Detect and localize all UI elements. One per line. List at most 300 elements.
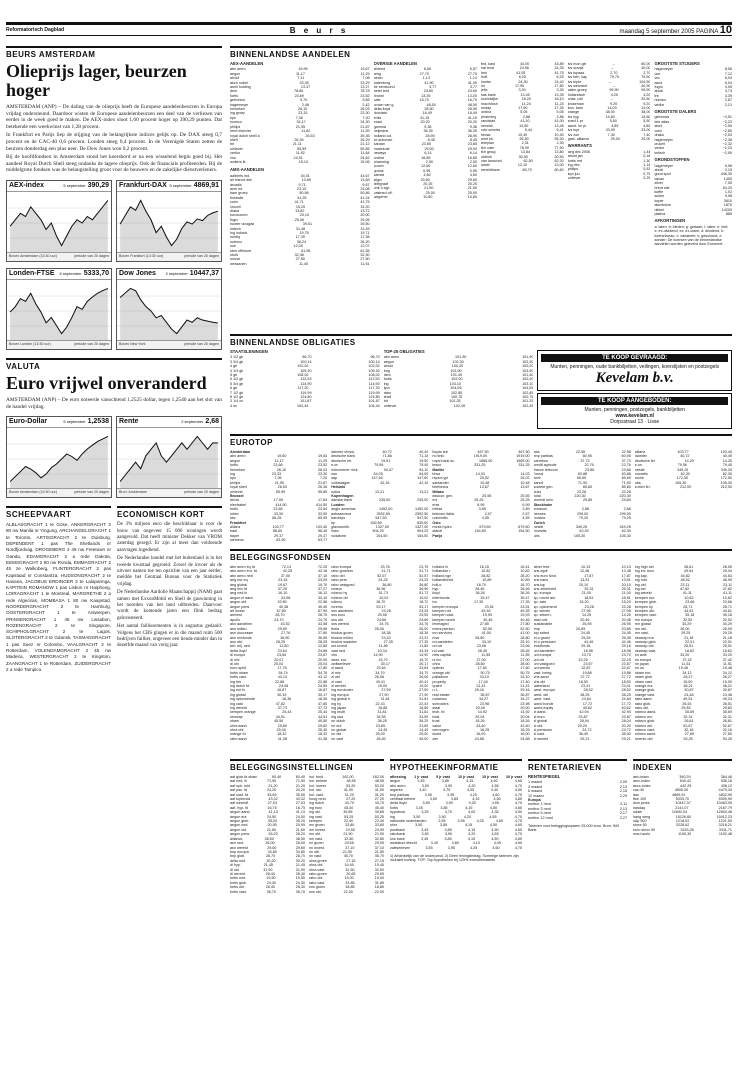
list-item: hagemeyer −2,38: [654, 137, 732, 142]
list-item: ing dutch 43,70 43,70: [309, 801, 384, 806]
paragraph: Het aantal faillissementen is in augustus gedaald. Volgens het CBS gingen er in die maand ruim 500 bedrijven failliet, ongeveer een tiende minder dan in dezelfde maand van vorig jaar.: [117, 624, 222, 649]
list-item: euribor 1 mnd 2,11: [528, 802, 627, 807]
list-item: hal trust 24,56 24,35: [481, 66, 564, 71]
list-item: tesco 331,25 331,25: [432, 463, 530, 468]
list-item: vnu 6,94: [654, 76, 732, 81]
list-item: zl wereld 29,21 29,21: [533, 736, 631, 741]
list-item: robeco aand. 35,69 35,69: [634, 710, 732, 715]
list-item: mn groen 33,80 33,80: [309, 823, 384, 828]
list-item: hunter douglas 39,51 39,50: [230, 222, 370, 227]
list-item: sp. azie 15,20 15,20: [533, 600, 631, 605]
list-item: 5 3/4 gb 114,90 114,90: [230, 381, 380, 386]
list-item: fortis obl. 26,40 26,40: [230, 885, 305, 890]
list-item: nd vast 28,45 28,45: [432, 648, 530, 653]
list-item: hagemeyer 8,56: [654, 67, 732, 72]
list-item: abn amro eq fd 72,13 72,25: [230, 565, 328, 569]
ad-box: TE KOOP GEVRAAGD: Munten, penningen, oude bankbiljetten, veilingen, koerslijsten en postzegels Kevelam b.v.: [537, 350, 732, 391]
list-item: mvs 28,80 28,80: [432, 635, 530, 640]
list-item: rabo 102,85 102,85: [383, 390, 534, 395]
list-item: sp. wereld 27,95 27,95: [533, 609, 631, 614]
fondsen-grid: [230, 565, 732, 755]
list-item: robeco hy 51,73 51,73: [331, 591, 429, 596]
aex-list: AEX-AANDELEN abn amro 19,99 19,67 aegon 11,17 11,29 ahold 7,11 7,08 akzo nobel 33,35 33,29 asml holding 13,37 13,27 dsm 78,86 78,78 fortis 23,69 23,52 getronics 9,70 9,65 hagemeyer 2,46 2,42 heineken 26,10 26,03 ing groep 23,33 23,30 kpn 7,36 7,20 numico 34,17 34,30 philips 21,95 21,87 reed elsevier 11,62 11,59 royal dutch shell a 26,53 26,36 shell 26,35 26,29 tnt 21,11 21,12 unilever 55,99 55,85 vedior 11,92 11,64 vnu 24,91 24,62 wolters kl. 15,10 15,06 AMX-AANDELEN aalberts ind. 44,01 43,67 air france-klm 13,69 13,69 arcadis 9,71 9,67 asm int. 23,10 23,08 bam groep 50,98 50,86 boskalis 41,25 41,24 corio 41,71 41,75 crucell 15,20 15,20 draka 13,82 13,72 eurocomm. 20,10 20,00 fugro 25,06 25,05 hunter douglas 39,51 39,50 imtech 31,48 31,49 ing industr. 19,75 19,71 mediq 17,39 17,38 nutreco 36,24 36,20 oce 12,05 12,07 sbm offshore 61,55 61,55 stork 32,46 32,30 univar 27,50 27,50 wessanen 11,40 11,51: [230, 62, 370, 266]
list-item: aegon 102,30 102,30: [383, 359, 534, 364]
table-row: ohra 3,50 3,85 4,15 4,50 4,65: [390, 823, 522, 828]
list-item: vast ned 43,34 43,34: [331, 648, 429, 653]
list-item: ing euro 45,40 45,40: [309, 805, 384, 810]
list-item: robeco eur. 32,31 32,31: [634, 714, 732, 719]
bottom-articles: [6, 506, 222, 673]
more-list: [481, 62, 564, 330]
list-item: rolinco aand. 27,69 27,69: [634, 732, 732, 737]
list-item: rabo obl 52,57 52,57: [331, 573, 429, 578]
list-item: statoil 154,50 154,50: [432, 529, 530, 534]
list-item: aaf topfonds 43,32 43,32: [230, 797, 305, 802]
list-item: euro stoxx 50 3333,28 3311,71: [633, 827, 732, 832]
list-item: sns egdf 12,48 12,48: [533, 569, 631, 574]
list-item: total 220,30 220,30: [533, 494, 631, 499]
table-row: zwitserleven 3,55 3,95 4,25 4,60 4,75: [390, 845, 522, 850]
list-item: theta 26,00 26,00: [331, 626, 429, 631]
scheepvaart-column: [6, 506, 111, 673]
list-item: eriks 41,15 41,15: [373, 115, 477, 120]
table-row: abn amro 3,50 3,90 4,20 4,55 4,70: [390, 783, 522, 788]
list-item: ing 103,10 103,10: [383, 381, 534, 386]
fondsen-col-3: [432, 565, 529, 755]
list-item: Brussel: [230, 494, 244, 499]
list-item: aeg ned fd 16,10 16,12: [230, 591, 328, 596]
list-item: kempen orange 25,44 25,44: [230, 710, 328, 715]
list-item: dow jones 10447,37 10463,05: [633, 801, 732, 806]
list-item: asn wereld 29,60 29,60: [230, 845, 305, 850]
list-item: nn japan 11,51 11,51: [634, 661, 732, 666]
list-item: inbev 33,30 33,50: [230, 511, 328, 516]
list-item: sns top 20,10 20,10: [533, 582, 631, 587]
list-item: kempen obl 49,35 49,35: [432, 609, 530, 614]
list-item: santander 10,48 10,48: [432, 480, 530, 485]
list-item: axa 22,56 22,56: [533, 450, 631, 454]
list-item: newcap obl. 25,51 25,51: [634, 644, 732, 649]
list-item: 4 ov 104,44 104,44: [230, 403, 380, 408]
list-item: vivendi univ. 25,80 25,80: [533, 498, 631, 503]
chart-title: Frankfurt-DAX: [119, 181, 167, 189]
list-item: asml holding 13,37 13,27: [230, 85, 370, 90]
list-item: hoog rend. 27,20 27,20: [309, 797, 384, 802]
list-item: macintosh 11,24 11,24: [481, 101, 564, 106]
list-item: heineken 26,10 26,03: [230, 467, 328, 472]
list-item: glaxosmith. 1327,00 1327,00: [331, 524, 429, 529]
list-item: ing obl. 23,11 23,11: [634, 582, 732, 587]
list-item: value 43,40 43,40: [432, 723, 530, 728]
list-item: euro spirit 17,75 17,80: [230, 666, 328, 671]
list-item: nn dutch 36,25 36,25: [331, 719, 429, 724]
list-item: Milaan: [432, 489, 444, 494]
list-item: aex-index 390,29 384,46: [633, 775, 732, 779]
chart-dow: Dow Jones 2 september 10447,37 Boven New York periode van 20 dagen: [116, 268, 222, 350]
list-item: norsk hydro 679,50 679,50: [432, 524, 530, 529]
headline-euro: Euro vrijwel onveranderd: [6, 372, 207, 393]
list-item: obam eur. 34,12 34,12: [634, 670, 732, 675]
list-item: ing ber 22,88 22,88: [230, 679, 328, 684]
list-item: chas. pfd – 92,60: [567, 97, 651, 102]
list-item: dexia 17,55 17,64: [230, 498, 328, 503]
list-item: hollandfonds 10,89 10,89: [432, 578, 530, 583]
list-item: amg 27,70 27,70: [373, 71, 477, 76]
list-item: mn global 30,29 30,29: [634, 622, 732, 627]
list-item: arcadis 9,71 9,67: [230, 182, 370, 187]
list-item: dl obl. 31,90 31,90: [230, 867, 305, 872]
paragraph: AMSTERDAM (ANP) – De daling van de olieprijs heeft de Europese aandelenbeurzen in Europa vrijdag ondersteund. Daardoor wisten de Europese aandelenbeurzen een deel van de verliezen van eerder in de week goed te maken. De AEX-index sloot 1,60 procent hoger op 390,29 punten. Dat betekende een weekwinst van 1,28 procent.: [6, 104, 222, 130]
list-item: ubs 105,30 105,30: [533, 533, 631, 538]
list-item: bever 1,13 1,13: [373, 76, 477, 81]
list-item: ivs 17,35 17,35: [432, 600, 530, 605]
list-item: telefonica 13,67 13,67: [432, 485, 530, 490]
list-item: kpn jun 0,75: [567, 171, 651, 176]
list-item: hagemeyer 0,96: [654, 163, 732, 168]
list-item: volkswagen 42,16 42,16: [331, 480, 429, 485]
list-item: lvmh 65,69 65,69: [533, 476, 631, 481]
list-item: be semicond. 3,77 3,77: [373, 85, 477, 90]
list-item: societe gen. 85,60 85,60: [533, 485, 631, 490]
section-beurs-amsterdam: BEURS AMSTERDAM: [6, 46, 222, 59]
fondsen-col-1: [230, 565, 327, 755]
list-item: koninklijke 18,20 18,10: [481, 97, 564, 102]
list-item: ascx-index 442,25 438,12: [633, 783, 732, 788]
chart-ftse: Londen-FTSE 5 september 5333,70 Boven Londen (13:30 uur) periode van 20 dagen: [6, 268, 112, 350]
list-item: Helsinki: [331, 485, 346, 490]
list-item: ing opkomende 18,36 18,36: [230, 697, 328, 702]
list-item: nestle 349,25 349,25: [634, 467, 732, 472]
list-item: ahold 7,11 7,08: [230, 76, 370, 81]
list-item: ing usa 34,55 34,55: [331, 714, 429, 719]
list-item: mediq 17,39 17,38: [230, 235, 370, 240]
list-item: wereldhave 80,70 80,60: [481, 167, 564, 172]
list-item: vnu 24,91 24,62: [230, 155, 370, 160]
list-item: euribor 6 mnd 2,17: [528, 811, 627, 816]
list-item: fortis glob. 24,30 24,30: [230, 880, 305, 885]
list-item: univar 27,50 27,50: [230, 257, 370, 262]
list-item: aaf wereldf. 27,03 27,03: [230, 801, 305, 806]
list-item: zl obl 26,06 26,06: [331, 675, 429, 680]
list-item: corio 41,71 41,75: [230, 200, 370, 205]
table-row: rabobank 3,50 3,90 4,20 4,55 4,70: [390, 832, 522, 837]
stijgers-dalers-list: GROOTSTE STIJGERS hagemeyer 8,56 oce 7,12 vnu 6,94 asml 6,04 fugro 4,05 ahold 3,74 tnt 3,39 numico 2,87 vedior 2,21 GROOTSTE DALERS getronics −4,51 tele atlas −3,23 stork −2,94 corio −2,80 draka −2,53 hagemeyer −2,38 crucell −2,32 vedior −2,23 imtech −2,09 GRONDSTOFFEN hagemeyer 0,96 ahold 2,15 goud spot 446,30 cacao 1450 zilver 7,05 brent olie 64,20 koffie 1,02 suiker 9,98 koper 3810 aluminium 1870 nikkel 14200 platina 885 AFKORTINGEN a: laten; b: bieden; g: gedaan; l: laten; n: niet; e: ex-dividend; ex: ex-claim; d: dividend; k: koersniveau; v: variabele; s: geschorst; z: zonder; De koersen van de binnenlandse aandelen worden geleverd door Euronext.: [654, 62, 732, 247]
list-item: Londen: [331, 502, 345, 507]
list-item: nl inv. 27,00 27,00: [432, 657, 530, 662]
list-item: sns aandelen 23,28 23,28: [331, 609, 429, 614]
list-item: bayer 29,37 29,37: [230, 533, 328, 538]
list-item: world equity 40,62 40,62: [533, 706, 631, 710]
list-item: hyp. 28,46 28,46: [432, 587, 530, 592]
rente-block: RENTETARIEVEN RENTESPIEGEL 1 maand 2,09 3 maand 2,13 6 maand 2,18 12 maand 2,29 Europa euribor 1 mnd 2,11 euribor 3 mnd 2,13 euribor 6 mnd 2,17 euribor 12 mnd 2,27 Tarieven voor beleggingssparen 25.000 euro. Bron: ING Bank: [528, 759, 627, 979]
list-item: mn vast. 32,80 32,80: [309, 836, 384, 841]
list-item: reed elsevier 11,62 11,59: [230, 129, 370, 134]
list-item: rwe 54,05 54,05: [331, 472, 429, 477]
list-item: barclays 547,50 547,50: [331, 516, 429, 521]
list-item: credit agricole 22,76 22,76: [533, 463, 631, 468]
list-item: hennes 299,00 299,00: [533, 511, 631, 516]
series-area: [120, 200, 218, 253]
list-item: koper 3810: [654, 198, 732, 203]
list-item: qurius 0,95 0,95: [373, 168, 477, 173]
series-area: [10, 200, 108, 253]
list-item: aegon 11,17 11,29: [230, 71, 370, 76]
list-item: newcap vast. 18,62 18,62: [634, 648, 732, 653]
list-item: vedior 2,21: [654, 102, 732, 107]
list-item: waterland 23,41 23,41: [533, 683, 631, 688]
list-item: rabo vast. 31,85 31,85: [309, 880, 384, 885]
list-item: nikkel 14200: [654, 207, 732, 212]
chart-row-3: [6, 416, 222, 498]
list-item: kempen obl. 44,61 44,61: [634, 609, 732, 614]
list-item: siemens 63,90 63,77: [230, 538, 328, 543]
list-item: roche 172,50 172,50: [634, 476, 732, 481]
list-item: stork −2,94: [654, 124, 732, 129]
list-item: zl wereld 19,00 19,00: [331, 683, 429, 688]
list-item: ivs hyp 14,60 14,60: [567, 114, 651, 119]
list-item: stoxx 50 3228,62 3218,21: [633, 823, 732, 828]
list-item: ivs mon gel – 60,00: [567, 62, 651, 66]
list-item: deutsche tel. 19,51 19,50: [331, 458, 429, 463]
section-binnenlandse-aandelen: BINNENLANDSE AANDELEN: [230, 46, 732, 59]
list-item: ing groep 23,33 23,30: [230, 111, 370, 116]
list-item: ing global 30,15 30,17: [230, 692, 328, 697]
list-item: trustfonds 29,16 29,16: [533, 644, 631, 649]
list-item: nedap 17,50 17,35: [481, 106, 564, 111]
list-item: ing multi 31,81 31,81: [331, 710, 429, 715]
list-item: fortis vast. 36,70 36,70: [230, 889, 305, 894]
list-item: ahold 2,15: [654, 167, 732, 172]
list-item: delta lloyd 24,64 24,66: [230, 648, 328, 653]
list-item: docdata 18,49 18,49: [373, 111, 477, 116]
section-economisch-kort: ECONOMISCH KORT: [117, 506, 222, 519]
list-item: zwitserleven 30,17 30,17: [331, 661, 429, 666]
list-item: draka −2,53: [654, 133, 732, 138]
list-item: bel. mij. ned 12,80 12,80: [230, 644, 328, 649]
list-item: zl aand 23,64 23,64: [331, 666, 429, 671]
list-item: wolters kl. 15,10 15,06: [230, 159, 370, 164]
list-item: ing mid. 46,02 46,09: [634, 578, 732, 583]
fondsen-col-4: [534, 565, 631, 755]
list-item: aaf sust. fd 35,65 35,65: [230, 792, 305, 797]
list-item: rabo groeiers 31,71 31,71: [331, 569, 429, 574]
series-area: [120, 288, 218, 341]
list-item: hoff. 6,25 6,25: [481, 75, 564, 80]
chart-aex: AEX-index 5 september 390,29 Boven Amsterdam (13:30 uur) periode van 20 dagen: [6, 180, 112, 262]
opties-list: ivs mon gel – 60,00 ivs oranje – 40,00 ivs topaas 2,70 2,70 ivs beh. kap 79,75 79,50 ivs triple – 104,50 ivs welvaart – 40,90 claim groep 99,90 99,90 hollandsch 4,25 4,25 chas. pfd – 92,60 kruseman 9,20 9,20 kon. bam 14,00 14,00 orange 38,00 38,00 ivs hyp 14,60 14,60 sned 1 pr 5,50 5,50 aand. hn pr 4,85 4,85 ivs topf 33,00 33,00 ivs zon 7,40 7,40 gast. alliance 25,00 25,00 WARRANTS aeg dec 2006 1,44 ahold jan 0,18 fortis mrt 1,30 ing dec 1,14 philips 0,53 kpn jun 0,75 unilever 2,25: [567, 62, 651, 181]
list-item: simac 10,40 10,40: [481, 132, 564, 137]
list-item: vermogen 18,25 18,25: [432, 728, 530, 733]
list-item: ahold 100,20 100,20: [383, 364, 534, 369]
list-item: vhs 14,90 14,90: [331, 653, 429, 658]
list-item: robeco obl 10,02 10,02: [331, 595, 429, 600]
list-item: astrazeneca 2592,50 2592,50: [331, 511, 429, 516]
list-item: robeco glob. 26,81 26,81: [634, 719, 732, 724]
list-item: sns groen 18,85 18,85: [309, 885, 384, 890]
list-item: telecom italia 2,57 2,57: [432, 511, 530, 516]
list-item: ten cate 78,00 77,90: [481, 145, 564, 150]
list-item: shell 26,35 26,29: [230, 137, 370, 142]
list-item: nn vast 45,00 45,00: [331, 736, 429, 741]
list-item: imtech 31,48 31,49: [230, 226, 370, 231]
list-item: sp. noord am. 18,51 18,51: [533, 595, 631, 600]
list-item: tnt 101,25 101,25: [383, 399, 534, 404]
list-item: mees pierson 52,50 52,50: [432, 626, 530, 631]
list-item: heijmans 36,35 36,35: [373, 129, 477, 134]
list-item: dsm 78,86 78,78: [230, 89, 370, 94]
list-item: royal dutch shell a 26,53 26,36: [230, 133, 370, 138]
list-item: hagemeyer 2,46 2,42: [230, 102, 370, 107]
list-item: crown van g. 48,50 48,50: [373, 102, 477, 107]
list-item: ahold jan 0,18: [567, 154, 651, 159]
list-item: 5 1/2 gb 112,53 112,53: [230, 377, 380, 382]
list-item: uni aandelen 18,98 18,98: [533, 648, 631, 653]
list-item: trust 18,26 18,26: [432, 719, 530, 724]
list-item: nn azie 33,20 33,20: [634, 653, 732, 658]
list-item: repsol ypf 25,02 25,02: [432, 476, 530, 481]
list-item: hol. vast. 31,20 31,20: [309, 792, 384, 797]
table-row: aegon 3,45 3,85 4,15 4,50 4,65: [390, 779, 522, 784]
list-item: air france-klm 13,69 13,69: [230, 178, 370, 183]
list-item: fugro 25,06 25,05: [230, 217, 370, 222]
list-item: hol. obl. 41,00 41,00: [309, 788, 384, 793]
instellingen-col-2: [309, 775, 384, 894]
list-item: ing wereld 37,73 37,73: [230, 706, 328, 710]
list-item: crucell −2,32: [654, 141, 732, 146]
list-item: ohra 28,60 28,60: [432, 661, 530, 666]
list-item: apollo 24,70 24,70: [230, 617, 328, 622]
article-valuta: AMSTERDAM (ANP) – De euro noteerde vanochtend 1,2525 dollar, tegen 1,2540 aan het slot van de handel vrijdag.: [6, 396, 222, 410]
list-item: vast. beleg. 19,88 19,88: [533, 670, 631, 675]
list-item: intesa 3,89 3,89: [432, 507, 530, 512]
list-item: abn amro 19,60 19,63: [230, 454, 328, 459]
list-item: uni-invest 11,85 11,85: [331, 644, 429, 649]
instellingen-block: BELEGGINGSINSTELLINGEN aaf glob.fd.obam 60,40 60,40 aaf ned. fd 71,90 71,90 aaf opk. mkt 21,20 21,20 aaf pac. fd 24,20 24,20 aaf sust. fd 35,65 35,65 aaf topfonds 43,32 43,32 aaf wereldf. 27,03 27,03 aaf. hyp. fd 16,75 16,75 aegon aand. 41,13 41,13 aegon eur. 24,50 24,50 aegon glob. 35,20 35,20 aegon ned. 20,95 20,95 aegon obl. 21,60 21,60 aegon pens. 26,20 26,20 alliance 38,50 38,50 asn ned. 26,00 26,00 asn wereld 29,60 29,60 bnp europa 34,80 34,80 bnp glob. 28,70 28,70 delta ned. 30,20 30,20 dl hyp. 21,45 21,45 dl obl. 31,90 31,90 dl wereld 28,40 28,40 fortis ned. 19,50 19,50 fortis glob. 24,30 24,30 fortis obl. 26,40 26,40 fortis vast. 36,70 36,70 hol. fund 162,00 162,00 hol. beheer 48,95 48,95 hol. invest. 53,20 53,20 hol. obl. 41,00 41,00 hol. vast. 31,20 31,20 hoog rend. 27,20 27,20 ing dutch 43,70 43,70 ing euro 45,40 45,40 ing obl. 39,65 39,65 ing vast. 53,25 53,25 kempen 22,40 22,40 mn groen 33,80 33,80 mn invest. 24,90 24,90 mn obl. 21,90 21,90 mn vast. 32,80 32,80 nn groen 29,55 29,55 nn invest. 37,10 37,10 nn obl. 21,50 21,50 nn vast. 45,70 45,70 ohra groen 27,15 27,15 ohra obl. 19,45 19,45 ohra vast. 32,50 32,50 rabo groen 20,65 20,65 rabo obl. 19,00 19,00 rabo vast. 31,85 31,85 sns groen 18,85 18,85 sns obl. 22,00 22,00: [230, 759, 384, 979]
chart-svg: [7, 429, 111, 489]
list-item: tele atlas −3,23: [654, 119, 732, 124]
list-item: nd aandelen 33,10 33,10: [432, 639, 530, 644]
list-item: Stockholm: [533, 502, 553, 507]
list-item: r.i.t. 29,16 29,16: [432, 688, 530, 693]
list-item: world bonds 17,72 17,72: [533, 701, 631, 706]
list-item: novartis 62,30 62,30: [533, 529, 631, 534]
list-item: ahrend 6,60 6,57: [373, 67, 477, 72]
list-item: aegon eur. 24,50 24,50: [230, 814, 305, 819]
paragraph: De 3% miljoen euro die beschikbaar is voor de bouw van ongeveer 15 000 woningen wordt aangevuld. Dat heeft minister Dekker van VROM zaterdag gezegd. Er zijn al meer dan voldoende aanvragen ingediend.: [117, 522, 222, 553]
list-item: hollandse r. 10,82 10,82: [432, 569, 530, 574]
list-item: uni obl 32,25 32,25: [533, 657, 631, 662]
chart-title: Londen-FTSE: [9, 269, 55, 277]
list-item: rabo europa 23,78 23,78: [331, 565, 429, 569]
list-item: sap 147,60 147,60: [331, 476, 429, 481]
list-item: sns kans 13,51 13,51: [533, 578, 631, 583]
list-item: imtech −2,09: [654, 150, 732, 155]
table-row: hypotrust 3,35 3,70 4,00 4,35 4,50: [390, 810, 522, 815]
list-item: sns euro fund 17,87 17,87: [533, 573, 631, 578]
list-item: euribor 12 mnd 2,27: [528, 815, 627, 820]
list-item: ordina 5,05 5,05: [481, 110, 564, 115]
list-item: 8 1/2 gb 124,80 124,80: [230, 395, 380, 400]
list-item: hunter 24,30 24,42: [481, 79, 564, 84]
list-item: aegon 11,17 11,29: [230, 458, 328, 463]
list-item: 3 1/2 gb 96,70 96,70: [230, 355, 380, 360]
list-item: nn groen 29,55 29,55: [309, 841, 384, 846]
list-item: rabo obl. 19,00 19,00: [309, 876, 384, 881]
list-item: alliance 38,50 38,50: [230, 836, 305, 841]
list-item: world 16,00 16,00: [432, 732, 530, 737]
list-item: 6 maand 2,18: [528, 789, 627, 794]
list-item: crucell 15,20 15,20: [230, 204, 370, 209]
list-item: aeg dec 2006 1,44: [567, 149, 651, 154]
list-item: s&p 500 1218,02 1221,59: [633, 819, 732, 824]
list-item: kempen hy 28,71 28,71: [634, 604, 732, 609]
list-item: holland fd 16,15 16,41: [432, 565, 530, 569]
list-item: aegon glob. 35,20 35,20: [230, 819, 305, 824]
list-item: münchener rück 94,47 94,10: [331, 467, 429, 472]
list-item: zl vast 40,41 40,41: [331, 679, 429, 684]
list-item: corio −2,80: [654, 128, 732, 133]
list-item: schroders 23,98 23,98: [432, 701, 530, 706]
list-item: aaf. hyp. fd 16,75 16,75: [230, 805, 305, 810]
article-beurs: [6, 104, 222, 174]
list-item: aaf pac. fd 24,20 24,20: [230, 788, 305, 793]
list-item: uni wereld 32,87 32,87: [533, 666, 631, 671]
chart-dax: Frankfurt-DAX 5 september 4869,91 Boven Frankfurt (13:30 uur) periode van 20 dagen: [116, 180, 222, 262]
chart-value: 4869,91: [193, 181, 219, 189]
list-item: aand. hn pr 4,85 4,85: [567, 123, 651, 128]
eurotop-grid: [230, 450, 732, 545]
ad-website[interactable]: www.kevelam.nl: [615, 413, 654, 419]
list-item: unilever 2,25: [567, 176, 651, 181]
headline-olieprijs: Olieprijs lager, beurzen hoger: [6, 61, 187, 100]
list-item: exact 20,20 20,20: [373, 120, 477, 125]
list-item: royal shell 26,53 26,36: [230, 485, 328, 490]
list-item: asn duurzaam 27,76 27,80: [230, 631, 328, 636]
ad-box-2: TE KOOP AANGEBODEN: Munten, penningen, postzegels, bankbiljetten www.kevelam.nl Dorpsstraat 13 · Lisse: [537, 393, 732, 429]
chart-svg: [117, 193, 221, 253]
list-item: ohra vast. 32,50 32,50: [309, 867, 384, 872]
list-item: holl.o. 16,70 16,70: [432, 582, 530, 587]
list-item: philips 21,95 21,87: [230, 480, 328, 485]
list-item: mn invest. 24,90 24,90: [309, 827, 384, 832]
list-item: unicredito 4,55 4,55: [432, 516, 530, 521]
list-item: lloyds tsb 467,50 467,50: [432, 450, 530, 454]
list-item: philips 0,53: [567, 167, 651, 172]
list-item: Amsterdam: [230, 450, 251, 454]
list-item: nasdaq 2141,07 2167,79: [633, 805, 732, 810]
list-item: aegon obl 22,60 22,58: [230, 600, 328, 605]
list-item: sns obl. 24,66 24,66: [331, 617, 429, 622]
list-item: aeg mix fd 37,25 37,27: [230, 587, 328, 592]
list-item: suez 23,26 23,26: [533, 489, 631, 494]
list-item: nestle 349,25 349,25: [533, 524, 631, 529]
list-item: hsbc 904,25 904,25: [331, 529, 429, 534]
list-item: wessanen 11,40 11,51: [230, 261, 370, 266]
list-item: nn us 19,48 19,48: [634, 666, 732, 671]
list-item: ivs topf 33,00 33,00: [567, 128, 651, 133]
list-item: leveraged 27,80 27,80: [432, 622, 530, 627]
chart-title: Dow Jones: [119, 269, 156, 277]
list-item: randstad 41,10 41,00: [481, 119, 564, 124]
list-item: robeco obl. 52,67 52,67: [634, 723, 732, 728]
list-item: gamma 9,38 9,38: [373, 124, 477, 129]
instellingen-col-1: [230, 775, 305, 894]
list-item: asm int. 23,10 23,08: [230, 186, 370, 191]
list-item: brent olie 64,20: [654, 185, 732, 190]
list-item: electrabel 414,50 414,50: [230, 502, 328, 507]
list-item: total 20,04 20,04: [432, 714, 530, 719]
list-item: shell 100,75 100,75: [383, 395, 534, 400]
